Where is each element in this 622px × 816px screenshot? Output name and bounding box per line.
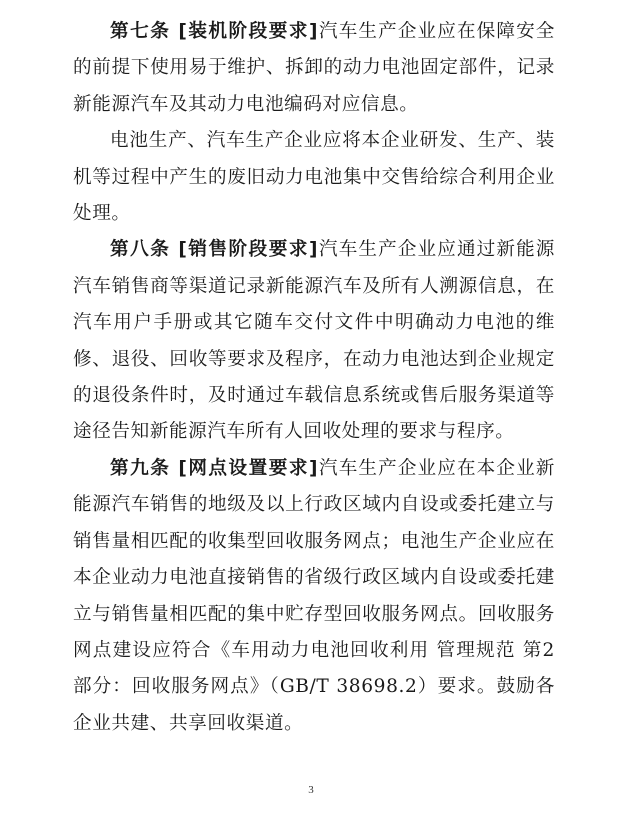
- article-8-heading: 第八条 [销售阶段要求]: [110, 239, 319, 261]
- article-7-heading: 第七条 [装机阶段要求]: [110, 21, 319, 42]
- article-8-paragraph: [73, 232, 555, 450]
- article-9-heading: 第九条 [网点设置要求]: [110, 457, 319, 479]
- article-7-paragraph: [73, 14, 555, 123]
- page-number: 3: [308, 784, 314, 796]
- article-7-continuation-paragraph: [73, 123, 555, 232]
- document-body: [73, 14, 555, 742]
- article-9-paragraph: [73, 451, 555, 742]
- article-7-continuation-text: 电池生产、汽车生产企业应将本企业研发、生产、装机等过程中产生的废旧动力电池集中交售给综合利用企业处理。: [73, 130, 555, 225]
- article-9-text: 汽车生产企业应在本企业新能源汽车销售的地级及以上行政区域内自设或委托建立与销售量相匹配的收集型回收服务网点；电池生产企业应在本企业动力电池直接销售的省级行政区域内自设或委托建立与销售量相匹配的集中贮存型回收服务网点。回收服务网点建设应符合《车用动力电池回收利用 管理规范 第2部分：回收服务网点》（GB/T 38698.2）要求。鼓励各企业共建、共享回收渠道。: [73, 457, 555, 734]
- article-7-text: 汽车生产企业应在保障安全的前提下使用易于维护、拆卸的动力电池固定部件，记录新能源汽车及其动力电池编码对应信息。: [73, 21, 555, 115]
- article-8-text: 汽车生产企业应通过新能源汽车销售商等渠道记录新能源汽车及所有人溯源信息，在汽车用户手册或其它随车交付文件中明确动力电池的维修、退役、回收等要求及程序，在动力电池达到企业规定的退役条件时，及时通过车载信息系统或售后服务渠道等途径告知新能源汽车所有人回收处理的要求与程序。: [73, 239, 555, 443]
